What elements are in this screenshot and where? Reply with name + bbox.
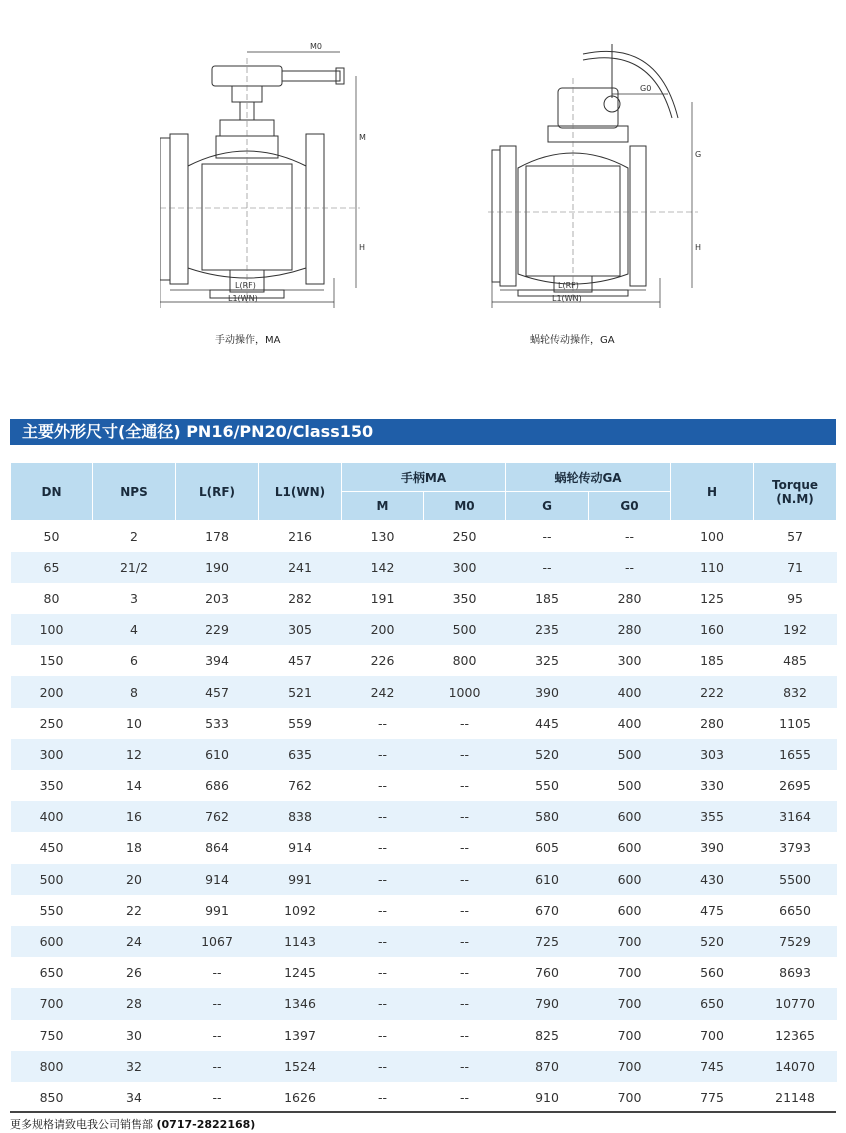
table-cell: 700 (589, 988, 671, 1019)
table-cell: 2695 (754, 770, 837, 801)
table-cell: -- (342, 957, 424, 988)
table-row (11, 926, 837, 957)
table-cell: 100 (11, 614, 93, 645)
dimension-table (10, 462, 837, 1113)
table-cell: 250 (424, 521, 506, 552)
table-cell: 762 (259, 770, 342, 801)
table-cell: 28 (93, 988, 176, 1019)
table-cell: 670 (506, 895, 589, 926)
header-torque (754, 463, 837, 521)
table-cell: -- (176, 988, 259, 1019)
table-cell: 18 (93, 832, 176, 863)
table-cell: 400 (11, 801, 93, 832)
table-cell: 14070 (754, 1051, 837, 1082)
table-cell: 600 (589, 895, 671, 926)
table-cell: 600 (11, 926, 93, 957)
table-cell: 1524 (259, 1051, 342, 1082)
table-cell: 32 (93, 1051, 176, 1082)
table-bottom-rule (10, 1111, 836, 1113)
table-cell: 178 (176, 521, 259, 552)
table-cell: 800 (11, 1051, 93, 1082)
table-cell: 1346 (259, 988, 342, 1019)
gear-valve-drawing (488, 38, 708, 318)
table-cell: 10 (93, 708, 176, 739)
table-cell: 400 (589, 708, 671, 739)
table-cell: 700 (589, 926, 671, 957)
table-row (11, 864, 837, 895)
header-h: H (671, 463, 754, 521)
table-cell: 280 (589, 583, 671, 614)
table-cell: 560 (671, 957, 754, 988)
table-cell: -- (342, 895, 424, 926)
table-cell: 450 (11, 832, 93, 863)
table-cell: 57 (754, 521, 837, 552)
table-row (11, 583, 837, 614)
table-cell: -- (424, 1020, 506, 1051)
table-cell: 870 (506, 1051, 589, 1082)
table-cell: -- (506, 521, 589, 552)
table-cell: 1105 (754, 708, 837, 739)
table-cell: 222 (671, 676, 754, 707)
table-cell: 500 (424, 614, 506, 645)
section-title: 主要外形尺寸(全通径) PN16/PN20/Class150 (10, 419, 836, 445)
table-cell: 521 (259, 676, 342, 707)
table-row (11, 614, 837, 645)
table-cell: 1067 (176, 926, 259, 957)
table-cell: -- (342, 1020, 424, 1051)
table-cell: -- (424, 708, 506, 739)
table-cell: 550 (506, 770, 589, 801)
table-cell: 12 (93, 739, 176, 770)
table-cell: 550 (11, 895, 93, 926)
table-cell: 125 (671, 583, 754, 614)
table-cell: 914 (259, 832, 342, 863)
table-cell: 914 (176, 864, 259, 895)
table-cell: -- (176, 1082, 259, 1113)
header-dn: DN (11, 463, 93, 521)
table-row (11, 645, 837, 676)
table-cell: 80 (11, 583, 93, 614)
table-cell: -- (342, 739, 424, 770)
table-cell: 330 (671, 770, 754, 801)
table-cell: 457 (176, 676, 259, 707)
drawings-area (0, 0, 846, 360)
table-cell: 280 (589, 614, 671, 645)
table-cell: -- (424, 926, 506, 957)
table-row (11, 521, 837, 552)
table-cell: -- (342, 926, 424, 957)
header-g: G (506, 492, 589, 521)
table-cell: 350 (11, 770, 93, 801)
table-cell: 500 (589, 770, 671, 801)
table-cell: 430 (671, 864, 754, 895)
label-g: G (695, 150, 702, 159)
table-row (11, 988, 837, 1019)
table-cell: -- (342, 832, 424, 863)
table-cell: 21/2 (93, 552, 176, 583)
table-cell: 300 (424, 552, 506, 583)
table-cell: 610 (176, 739, 259, 770)
table-cell: 760 (506, 957, 589, 988)
table-cell: 790 (506, 988, 589, 1019)
table-cell: 150 (11, 645, 93, 676)
table-cell: 22 (93, 895, 176, 926)
table-cell: 700 (589, 1082, 671, 1113)
table-cell: 26 (93, 957, 176, 988)
table-cell: 226 (342, 645, 424, 676)
table-cell: 160 (671, 614, 754, 645)
table-cell: -- (342, 708, 424, 739)
table-cell: 1143 (259, 926, 342, 957)
table-cell: -- (424, 832, 506, 863)
table-cell: 303 (671, 739, 754, 770)
table-cell: -- (342, 770, 424, 801)
table-cell: -- (176, 957, 259, 988)
table-cell: 838 (259, 801, 342, 832)
manual-valve-drawing (160, 38, 370, 318)
table-cell: 605 (506, 832, 589, 863)
table-row (11, 739, 837, 770)
table-cell: -- (342, 988, 424, 1019)
table-cell: 1655 (754, 739, 837, 770)
table-cell: -- (424, 801, 506, 832)
table-cell: 355 (671, 801, 754, 832)
label-g0: G0 (640, 84, 652, 93)
table-cell: 282 (259, 583, 342, 614)
table-cell: 745 (671, 1051, 754, 1082)
table-cell: 95 (754, 583, 837, 614)
table-cell: 300 (589, 645, 671, 676)
table-cell: 457 (259, 645, 342, 676)
table-cell: 700 (589, 1051, 671, 1082)
label-h: H (359, 243, 366, 252)
table-cell: 520 (506, 739, 589, 770)
table-cell: 700 (671, 1020, 754, 1051)
table-row (11, 552, 837, 583)
table-cell: 2 (93, 521, 176, 552)
table-cell: 610 (506, 864, 589, 895)
table-cell: 305 (259, 614, 342, 645)
table-cell: 3 (93, 583, 176, 614)
gear-valve-svg (488, 38, 708, 318)
table-cell: 130 (342, 521, 424, 552)
table-cell: 229 (176, 614, 259, 645)
header-nps: NPS (93, 463, 176, 521)
table-cell: 350 (424, 583, 506, 614)
table-cell: 700 (11, 988, 93, 1019)
table-cell: 991 (176, 895, 259, 926)
table-cell: 394 (176, 645, 259, 676)
label-m0: M0 (310, 42, 322, 51)
table-cell: 200 (11, 676, 93, 707)
table-row (11, 1051, 837, 1082)
table-cell: 1245 (259, 957, 342, 988)
table-cell: -- (589, 521, 671, 552)
table-cell: 7529 (754, 926, 837, 957)
label-h-gear: H (695, 243, 702, 252)
table-cell: 700 (589, 957, 671, 988)
table-cell: -- (424, 1082, 506, 1113)
table-cell: 4 (93, 614, 176, 645)
footnote-phone: (0717-2822168) (156, 1118, 256, 1131)
table-cell: 191 (342, 583, 424, 614)
table-cell: -- (424, 1051, 506, 1082)
table-row (11, 676, 837, 707)
header-handle-group: 手柄MA (342, 463, 506, 492)
table-cell: 445 (506, 708, 589, 739)
table-cell: -- (424, 988, 506, 1019)
table-cell: 14 (93, 770, 176, 801)
table-cell: -- (424, 770, 506, 801)
table-row (11, 832, 837, 863)
table-cell: 600 (589, 864, 671, 895)
footnote-text: 更多规格请致电我公司销售部 (10, 1118, 153, 1131)
table-row (11, 801, 837, 832)
table-row (11, 957, 837, 988)
gear-caption: 蜗轮传动操作，GA (530, 335, 615, 346)
table-cell: 1092 (259, 895, 342, 926)
table-cell: 825 (506, 1020, 589, 1051)
table-cell: 750 (11, 1020, 93, 1051)
table-cell: -- (424, 895, 506, 926)
header-l-rf: L(RF) (176, 463, 259, 521)
table-cell: 910 (506, 1082, 589, 1113)
table-cell: 185 (671, 645, 754, 676)
table-cell: 500 (589, 739, 671, 770)
table-cell: 30 (93, 1020, 176, 1051)
table-cell: -- (176, 1020, 259, 1051)
table-cell: 24 (93, 926, 176, 957)
label-l-rf: L(RF) (235, 281, 256, 290)
table-cell: 10770 (754, 988, 837, 1019)
table-cell: 520 (671, 926, 754, 957)
manual-caption: 手动操作，MA (215, 335, 281, 346)
table-cell: 650 (671, 988, 754, 1019)
table-cell: -- (342, 1082, 424, 1113)
table-cell: 6650 (754, 895, 837, 926)
table-cell: -- (424, 957, 506, 988)
label-l-rf-gear: L(RF) (558, 281, 579, 290)
table-cell: 6 (93, 645, 176, 676)
header-torque-label: Torque (772, 477, 819, 492)
table-cell: 100 (671, 521, 754, 552)
table-cell: -- (342, 864, 424, 895)
label-l1-wn: L1(WN) (228, 294, 258, 303)
table-cell: 65 (11, 552, 93, 583)
table-cell: 192 (754, 614, 837, 645)
table-cell: 485 (754, 645, 837, 676)
table-cell: 16 (93, 801, 176, 832)
table-cell: 3793 (754, 832, 837, 863)
table-cell: 700 (589, 1020, 671, 1051)
header-l1-wn: L1(WN) (259, 463, 342, 521)
table-cell: 1397 (259, 1020, 342, 1051)
table-cell: 775 (671, 1082, 754, 1113)
table-row (11, 895, 837, 926)
table-cell: 635 (259, 739, 342, 770)
table-cell: 50 (11, 521, 93, 552)
table-cell: 725 (506, 926, 589, 957)
table-cell: 242 (342, 676, 424, 707)
table-cell: -- (342, 801, 424, 832)
table-cell: 800 (424, 645, 506, 676)
table-cell: 21148 (754, 1082, 837, 1113)
table-cell: 325 (506, 645, 589, 676)
table-cell: 650 (11, 957, 93, 988)
table-row (11, 1082, 837, 1113)
table-cell: -- (342, 1051, 424, 1082)
table-cell: 280 (671, 708, 754, 739)
table-cell: 241 (259, 552, 342, 583)
table-cell: -- (589, 552, 671, 583)
header-m0: M0 (424, 492, 506, 521)
table-cell: 12365 (754, 1020, 837, 1051)
table-cell: 580 (506, 801, 589, 832)
table-cell: -- (176, 1051, 259, 1082)
table-cell: 216 (259, 521, 342, 552)
table-cell: 533 (176, 708, 259, 739)
table-cell: 762 (176, 801, 259, 832)
table-cell: 8 (93, 676, 176, 707)
table-cell: 110 (671, 552, 754, 583)
table-cell: 390 (671, 832, 754, 863)
table-body (11, 521, 837, 1114)
table-cell: 300 (11, 739, 93, 770)
table-cell: 390 (506, 676, 589, 707)
table-cell: 832 (754, 676, 837, 707)
table-cell: 34 (93, 1082, 176, 1113)
table-cell: 686 (176, 770, 259, 801)
table-row (11, 770, 837, 801)
header-m: M (342, 492, 424, 521)
label-l1-wn-gear: L1(WN) (552, 294, 582, 303)
table-cell: 500 (11, 864, 93, 895)
table-cell: 991 (259, 864, 342, 895)
table-cell: 1000 (424, 676, 506, 707)
table-cell: 203 (176, 583, 259, 614)
table-cell: 185 (506, 583, 589, 614)
table-cell: 3164 (754, 801, 837, 832)
table-cell: 8693 (754, 957, 837, 988)
table-cell: 20 (93, 864, 176, 895)
manual-valve-svg (160, 38, 370, 318)
header-torque-unit: (N.M) (776, 491, 814, 506)
table-cell: 559 (259, 708, 342, 739)
table-cell: -- (424, 739, 506, 770)
table-cell: 400 (589, 676, 671, 707)
header-g0: G0 (589, 492, 671, 521)
table-cell: -- (424, 864, 506, 895)
footnote (10, 1116, 255, 1132)
table-cell: 142 (342, 552, 424, 583)
table-cell: 600 (589, 832, 671, 863)
table-cell: -- (506, 552, 589, 583)
table-cell: 1626 (259, 1082, 342, 1113)
table-row (11, 708, 837, 739)
table-cell: 864 (176, 832, 259, 863)
table-cell: 475 (671, 895, 754, 926)
table-cell: 850 (11, 1082, 93, 1113)
table-cell: 600 (589, 801, 671, 832)
table-cell: 250 (11, 708, 93, 739)
header-gear-group: 蜗轮传动GA (506, 463, 671, 492)
table-cell: 71 (754, 552, 837, 583)
table-cell: 200 (342, 614, 424, 645)
table-cell: 235 (506, 614, 589, 645)
table-cell: 5500 (754, 864, 837, 895)
label-m: M (359, 133, 366, 142)
table-row (11, 1020, 837, 1051)
table-cell: 190 (176, 552, 259, 583)
